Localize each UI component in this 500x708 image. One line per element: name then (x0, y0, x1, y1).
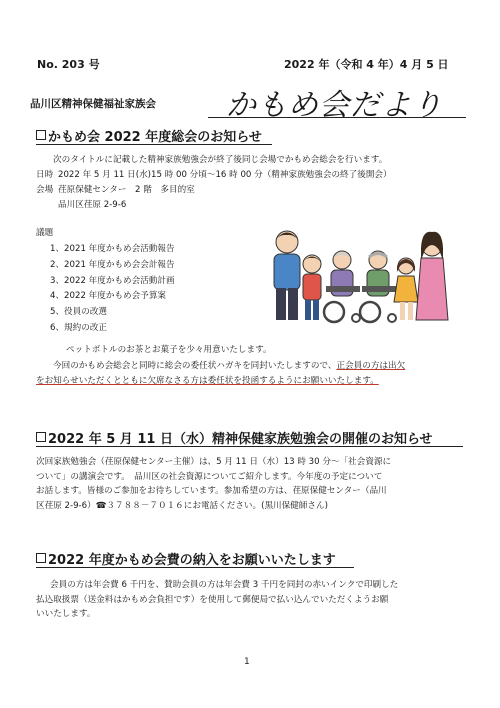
body-line: いいたします。 (36, 609, 96, 619)
checkbox-square-icon (36, 130, 46, 140)
boy-figure (303, 255, 321, 320)
section-2-underline (36, 446, 463, 447)
section-3-underline (36, 567, 354, 568)
page-number: 1 (244, 657, 250, 667)
body-line: 払込取扱票（送金料はかもめ会負担です）を使用して郵便局で払い込んでいただくようお願 (36, 594, 389, 605)
section-1-underline (36, 144, 272, 145)
proxy-notice-line-2: をお知らせいただくとともに欠席なさる方は委任状を投函するようにお願いいたします。 (36, 376, 379, 386)
body-line: ついて」の講演会です。 品川区の社会資源についてご紹介します。今年度の予定について (36, 471, 383, 482)
mother-figure (416, 232, 448, 320)
agenda-item: 6、規約の改正 (50, 322, 108, 333)
agenda-item: 2、2021 年度かもめ会会計報告 (50, 259, 175, 270)
newsletter-title: かもめ会だより (226, 88, 443, 123)
section-2-body (36, 455, 391, 513)
section-3-title: 2022 年度かもめ会費の納入をお願いいたします (36, 549, 336, 568)
body-line: お話します。皆様のご参加をお待ちしています。参加希望の方は、荏原保健センター（品川 (36, 486, 387, 496)
family-illustration (262, 226, 452, 330)
checkbox-square-icon (36, 553, 46, 563)
section-1-intro: 次のタイトルに記載した精神家族勉強会が終了後同じ会場でかもめ会総会を行います。 (53, 155, 388, 165)
body-line: 区荏原 2-9-6）☎３７８８－７０１６にお電話ください。(黒川保健師さん) (36, 500, 328, 511)
checkbox-square-icon (36, 432, 46, 442)
body-line: 会員の方は年会費 6 千円を、賛助会員の方は年会費 3 千円を同封の赤いインクで印刷した (50, 580, 399, 590)
agenda-item: 1、2021 年度かもめ会活動報告 (50, 244, 175, 254)
girl-figure (394, 258, 418, 320)
agenda-item: 4、2022 年度かもめ会予算案 (50, 291, 167, 302)
refreshment-note: ペットボトルのお茶とお菓子を少々用意いたします。 (66, 345, 272, 355)
venue-text: 荏原保健センター 2 階 多目的室 (58, 185, 195, 195)
issue-date: 2022 年（令和 4 年）4 月 5 日 (284, 58, 449, 71)
section-2-title: 2022 年 5 月 11 日（水）精神保健家族勉強会の開催のお知らせ (36, 428, 433, 447)
venue-address: 品川区荏原 2-9-6 (58, 200, 127, 210)
proxy-notice-line-1: 今回のかもめ会総会と同時に総会の委任状ハガキを同封いたしますので、正会員の方は出欠 (53, 361, 406, 371)
venue-label: 会場 (36, 185, 54, 195)
agenda-list (50, 242, 175, 337)
title-underline (208, 117, 466, 118)
issue-number: No. 203 号 (37, 58, 100, 71)
section-1-title: かもめ会 2022 年度総会のお知らせ (36, 126, 262, 145)
schedule-text: 2022 年 5 月 11 日(水)15 時 00 分頃～16 時 00 分（精神家族勉強会の終了後開会） (58, 170, 392, 180)
section-3-body (36, 578, 398, 622)
agenda-item: 3、2022 年度かもめ会活動計画 (50, 275, 175, 286)
body-line: 次回家族勉強会（荏原保健センター主催）は、5 月 11 日（水）13 時 30 分～「社会資源に (36, 457, 392, 467)
agenda-item: 5、役員の改選 (50, 307, 108, 318)
schedule-label: 日時 (36, 170, 54, 180)
father-figure (274, 231, 300, 320)
grandmother-wheelchair-figure (324, 251, 360, 322)
grandfather-wheelchair-figure (360, 251, 396, 322)
organization-name: 品川区精神保健福祉家族会 (30, 98, 156, 110)
agenda-label: 議題 (36, 228, 54, 238)
